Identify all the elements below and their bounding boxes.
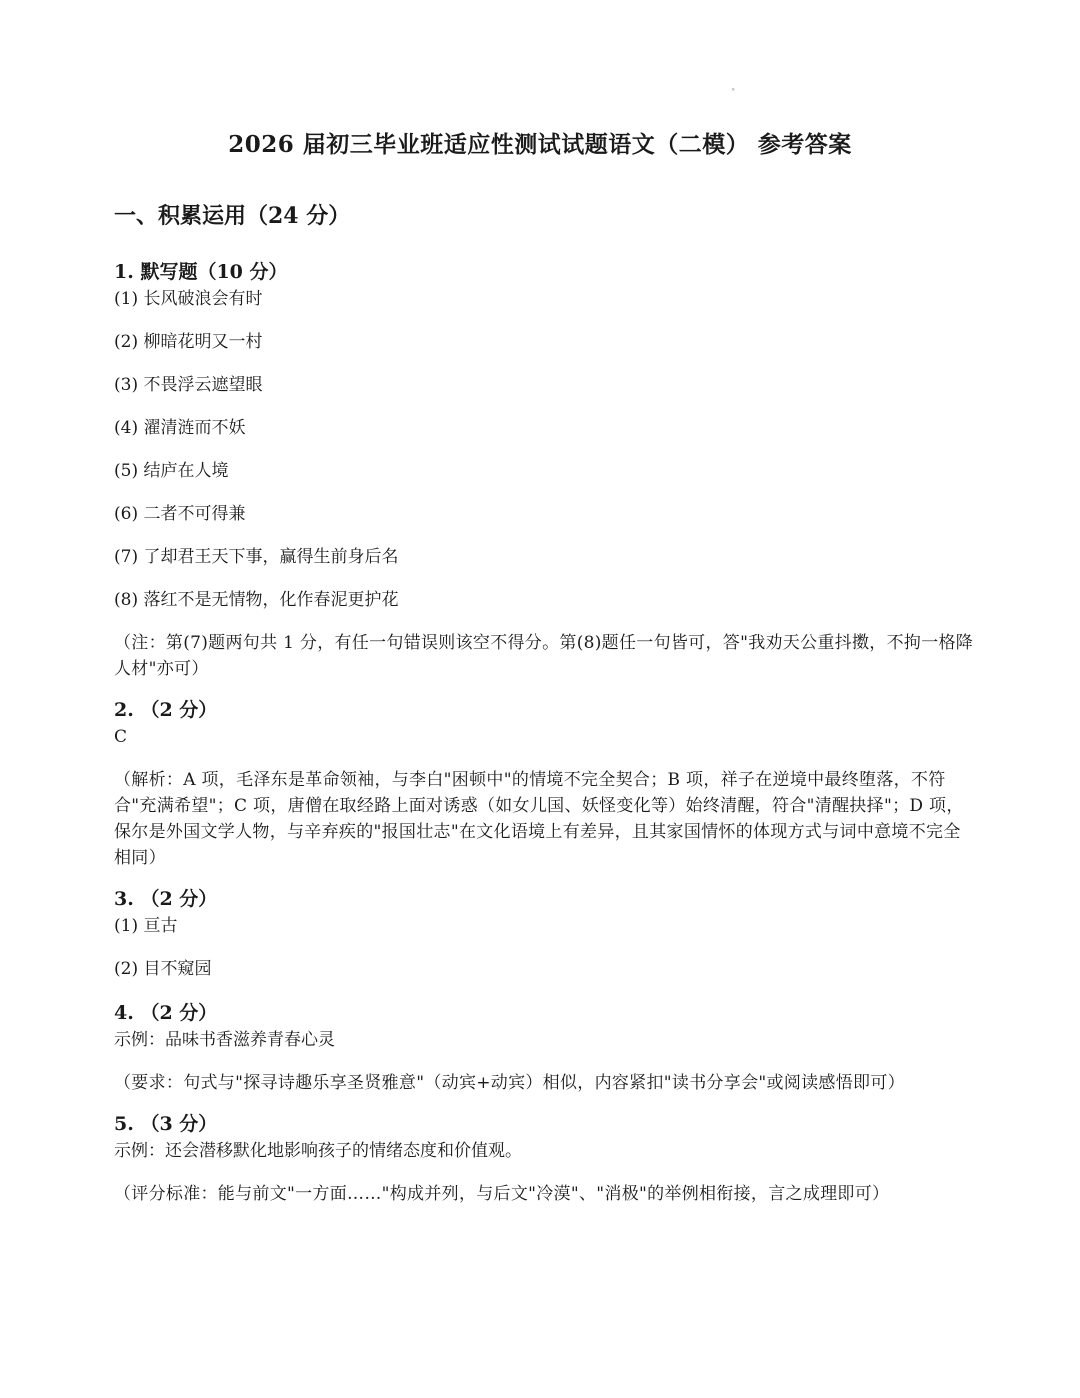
answer-line: (2) 柳暗花明又一村	[114, 332, 263, 352]
document-title: 2026 届初三毕业班适应性测试试题语文（二模） 参考答案	[228, 131, 852, 158]
question-3-title: 3. （2 分）	[114, 888, 218, 910]
answer-line: (7) 了却君王天下事，赢得生前身后名	[114, 547, 399, 567]
answer-line: (5) 结庐在人境	[114, 461, 229, 481]
answer-line: (8) 落红不是无情物，化作春泥更护花	[114, 590, 399, 610]
answer-line: (4) 濯清涟而不妖	[114, 418, 246, 438]
answer-line: (3) 不畏浮云遮望眼	[114, 375, 263, 395]
question-4	[114, 999, 974, 1096]
question-5	[114, 1110, 974, 1207]
section-title-accumulation: 一、积累运用（24 分）	[114, 203, 351, 229]
question-1	[114, 258, 974, 682]
content-area	[114, 200, 974, 1221]
question-5-title: 5. （3 分）	[114, 1113, 218, 1135]
corner-mark: ˢ	[732, 86, 735, 95]
question-5-answer: 示例：还会潜移默化地影响孩子的情绪态度和价值观。	[114, 1141, 522, 1161]
question-1-title: 1. 默写题（10 分）	[114, 261, 288, 283]
question-2	[114, 696, 974, 871]
question-3	[114, 885, 974, 982]
answer-line: (2) 目不窥园	[114, 959, 212, 979]
question-2-title: 2. （2 分）	[114, 699, 218, 721]
question-4-title: 4. （2 分）	[114, 1002, 218, 1024]
answer-line: (1) 长风破浪会有时	[114, 289, 263, 309]
question-4-answer: 示例：品味书香滋养青春心灵	[114, 1030, 335, 1050]
question-5-note: （评分标准：能与前文"一方面……"构成并列，与后文"冷漠"、"消极"的举例相衔接，言之成理即可）	[114, 1184, 890, 1204]
answer-line: (6) 二者不可得兼	[114, 504, 246, 524]
question-2-answer: C	[114, 727, 128, 747]
answer-line: (1) 亘古	[114, 916, 178, 936]
question-4-note: （要求：句式与"探寻诗趣乐享圣贤雅意"（动宾+动宾）相似，内容紧扣"读书分享会"或阅读感悟即可）	[114, 1073, 905, 1093]
question-2-note: （解析：A 项，毛泽东是革命领袖，与李白"困顿中"的情境不完全契合；B 项，祥子在逆境中最终堕落，不符合"充满希望"；C 项，唐僧在取经路上面对诱惑（如女儿国、妖怪变化等）始终清醒，符合"清醒抉择"；D 项，保尔是外国文学人物，与辛弃疾的"报国壮志"在文化语境上有差异，且其家国情怀的体现方式与词中意境不完全相同）	[114, 770, 964, 868]
question-1-note: （注：第(7)题两句共 1 分，有任一句错误则该空不得分。第(8)题任一句皆可，答"我劝天公重抖擞，不拘一格降人材"亦可）	[114, 633, 974, 679]
